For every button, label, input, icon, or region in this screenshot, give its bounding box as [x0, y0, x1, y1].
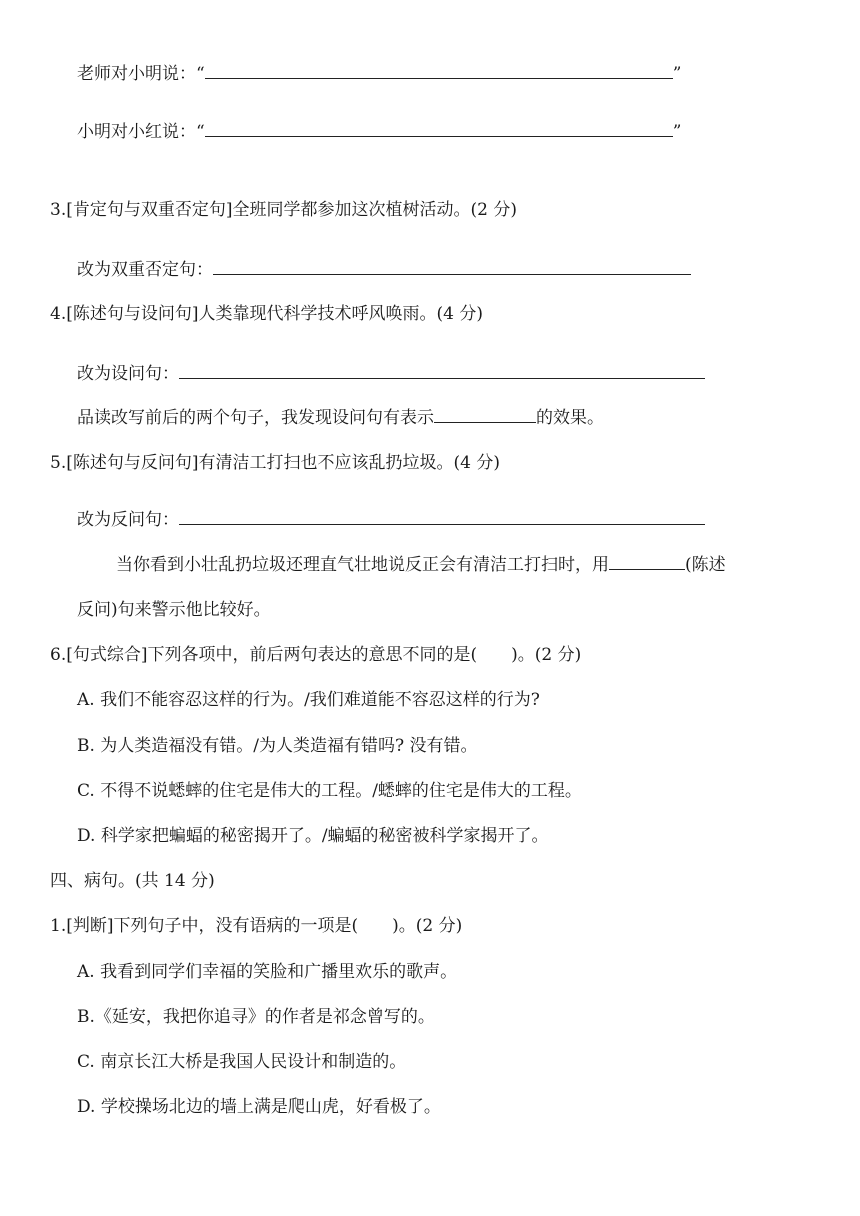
xiaoming-answer-blank[interactable] [205, 135, 673, 137]
q4-reflection [77, 406, 604, 430]
q5-para-after: (陈述 [685, 555, 726, 575]
xiaoming-close-quote: ” [672, 122, 682, 142]
xiaoming-label: 小明对小红说：“ [77, 122, 205, 142]
q5-answer-blank[interactable] [179, 523, 705, 525]
q4-answer-blank[interactable] [179, 377, 705, 379]
q5-para-before: 当你看到小壮乱扔垃圾还理直气壮地说反正会有清洁工打扫时，用 [116, 555, 609, 575]
q6-title-before: 6.[句式综合]下列各项中，前后两句表达的意思不同的是( [50, 645, 478, 665]
q4-reflect-after: 的效果。 [536, 408, 604, 428]
q5-para-blank[interactable] [609, 568, 685, 570]
s4q1-title [50, 914, 462, 938]
q3-title: 3.[肯定句与双重否定句]全班同学都参加这次植树活动。(2 分) [50, 200, 517, 220]
s4q1-title-after: )。(2 分) [392, 916, 463, 936]
q6-option-b: B. 为人类造福没有错。/为人类造福有错吗? 没有错。 [77, 736, 478, 756]
teacher-close-quote: ” [672, 64, 682, 84]
xiaoming-line [77, 120, 681, 144]
q4-title: 4.[陈述句与设问句]人类靠现代科学技术呼风唤雨。(4 分) [50, 304, 483, 324]
teacher-line [77, 62, 681, 86]
q6-option-c: C. 不得不说蟋蟀的住宅是伟大的工程。/蟋蟀的住宅是伟大的工程。 [77, 781, 582, 801]
q4-answer-line [77, 362, 705, 386]
q3-answer-line [77, 258, 691, 282]
q5-paragraph-line2: 反问)句来警示他比较好。 [77, 600, 271, 620]
s4q1-option-c: C. 南京长江大桥是我国人民设计和制造的。 [77, 1052, 407, 1072]
q5-prompt: 改为反问句： [77, 510, 179, 530]
q6-title [50, 643, 581, 667]
s4q1-option-d: D. 学校操场北边的墙上满是爬山虎，好看极了。 [77, 1097, 441, 1117]
q5-answer-line [77, 508, 705, 532]
section4-heading: 四、病句。(共 14 分) [50, 871, 215, 891]
q5-paragraph-line1 [116, 553, 726, 577]
q6-title-after: )。(2 分) [511, 645, 582, 665]
s4q1-option-b: B.《延安，我把你追寻》的作者是祁念曾写的。 [77, 1007, 435, 1027]
q3-answer-blank[interactable] [213, 273, 691, 275]
q3-prompt: 改为双重否定句： [77, 260, 213, 280]
s4q1-option-a: A. 我看到同学们幸福的笑脸和广播里欢乐的歌声。 [77, 962, 458, 982]
s4q1-title-before: 1.[判断]下列句子中，没有语病的一项是( [50, 916, 359, 936]
teacher-answer-blank[interactable] [205, 77, 673, 79]
teacher-label: 老师对小明说：“ [77, 64, 205, 84]
q4-reflect-blank[interactable] [434, 421, 536, 423]
q6-option-d: D. 科学家把蝙蝠的秘密揭开了。/蝙蝠的秘密被科学家揭开了。 [77, 826, 549, 846]
q6-option-a: A. 我们不能容忍这样的行为。/我们难道能不容忍这样的行为? [77, 690, 540, 710]
q4-reflect-before: 品读改写前后的两个句子，我发现设问句有表示 [77, 408, 434, 428]
q4-prompt: 改为设问句： [77, 364, 179, 384]
q5-title: 5.[陈述句与反问句]有清洁工打扫也不应该乱扔垃圾。(4 分) [50, 453, 500, 473]
